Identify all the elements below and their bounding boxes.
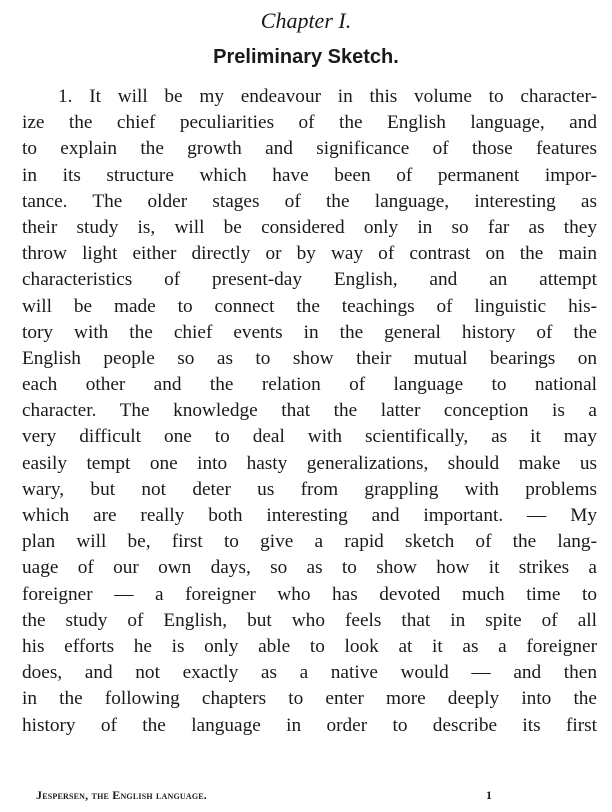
text-line: easily tempt one into hasty generalizations, should make us [22, 452, 597, 474]
text-line: plan will be, first to give a rapid sketch of the lang- [22, 531, 597, 553]
text-line: wary, but not deter us from grappling with problems [22, 478, 597, 500]
chapter-title: Preliminary Sketch. [213, 46, 399, 68]
text-line: very difficult one to deal with scientifically, as it may [22, 426, 597, 448]
text-line: throw light either directly or by way of contrast on the main [22, 243, 597, 265]
text-line: uage of our own days, so as to show how it strikes a [22, 557, 597, 579]
text-line: character. The knowledge that the latter conception is a [22, 400, 597, 422]
text-line: will be made to connect the teachings of linguistic his- [22, 295, 597, 317]
text-line: 1. It will be my endeavour in this volume to character- [58, 86, 597, 107]
text-line: their study is, will be considered only in so far as they [22, 216, 597, 238]
text-line: to explain the growth and significance of those features [22, 138, 597, 160]
footer-signature: Jespersen, the English language. [36, 788, 207, 802]
text-line: tance. The older stages of the language, interesting as [22, 190, 597, 212]
text-line: characteristics of present-day English, and an attempt [22, 269, 597, 291]
text-line: foreigner — a foreigner who has devoted much time to [22, 583, 597, 605]
text-line: ize the chief peculiarities of the English language, and [22, 112, 597, 134]
body-paragraph [22, 84, 597, 739]
text-line: in its structure which have been of permanent impor- [22, 164, 597, 186]
text-line: in the following chapters to enter more deeply into the [22, 688, 597, 710]
text-line: history of the language in order to describe its first [22, 714, 597, 736]
text-line: each other and the relation of language to national [22, 374, 597, 396]
chapter-label: Chapter I. [260, 8, 352, 33]
page-footer [36, 784, 576, 806]
text-line: the study of English, but who feels that in spite of all [22, 609, 597, 631]
text-line: tory with the chief events in the general history of the [22, 321, 597, 343]
text-line: English people so as to show their mutual bearings on [22, 347, 597, 369]
text-line: which are really both interesting and important. — My [22, 505, 597, 526]
text-line: his efforts he is only able to look at it as a foreigner [22, 635, 597, 657]
sheet-number: 1 [486, 788, 492, 802]
text-line: does, and not exactly as a native would — and then [22, 662, 597, 684]
